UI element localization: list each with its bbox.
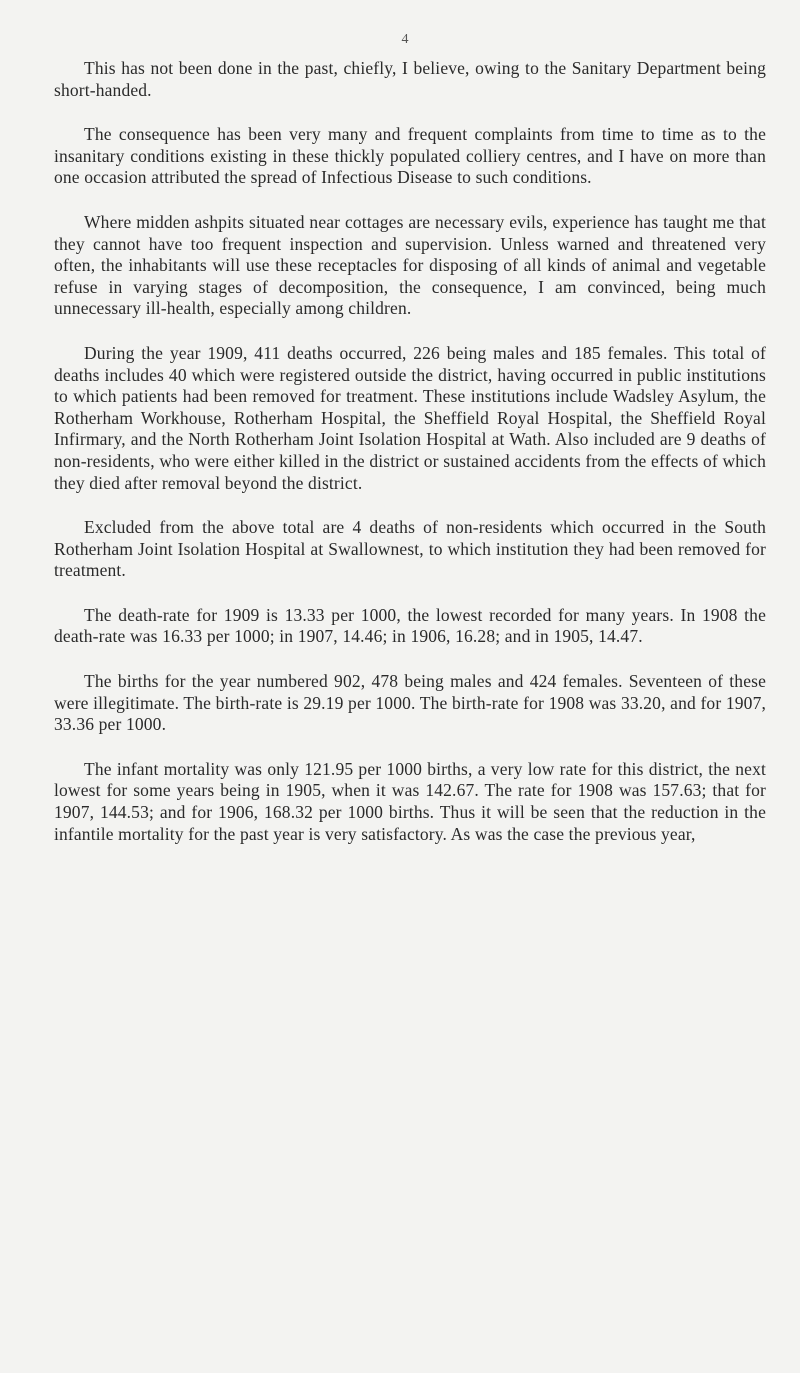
page-number: 4: [401, 32, 409, 47]
document-body: [54, 58, 766, 868]
paragraph-complaints: The consequence has been very many and frequent complaints from time to time as to the insanitary conditions existing in these thickly populated colliery centres, and I have on more than one occasion attributed the spread of Infectious Disease to such conditions.: [54, 124, 766, 188]
paragraph-births: The births for the year numbered 902, 478 being males and 424 females. Seventeen of these were illegitimate. The birth-rate is 29.19 per 1000. The birth-rate for 1908 was 33.20, and for 1907, 33.36 per 1000.: [54, 671, 766, 735]
paragraph-sanitary-department: This has not been done in the past, chiefly, I believe, owing to the Sanitary Department being short-handed.: [54, 58, 766, 100]
paragraph-deaths-1909: During the year 1909, 411 deaths occurred, 226 being males and 185 females. This total of deaths includes 40 which were registered outside the district, having occurred in public institutions to which patients had been removed for treatment. These institutions include Wadsley Asylum, the Rotherham Workhouse, Rotherham Hospital, the Sheffield Royal Hospital, the Sheffield Royal Infirmary, and the North Rotherham Joint Isolation Hospital at Wath. Also included are 9 deaths of non-residents, who were either killed in the district or sustained accidents from the effects of which they died after removal beyond the district.: [54, 342, 766, 493]
paragraph-midden-ashpits: Where midden ashpits situated near cottages are necessary evils, experience has taught me that they cannot have too frequent inspection and supervision. Unless warned and threatened very often, the inhabitants will use these receptacles for disposing of all kinds of animal and vegetable refuse in varying stages of decomposition, the consequence, I am convinced, being much unnecessary ill-health, especially among children.: [54, 211, 766, 319]
paragraph-excluded-deaths: Excluded from the above total are 4 deaths of non-residents which occurred in the South Rotherham Joint Isolation Hospital at Swallownest, to which institution they had been removed for treatment.: [54, 517, 766, 581]
paragraph-death-rate: The death-rate for 1909 is 13.33 per 1000, the lowest recorded for many years. In 1908 the death-rate was 16.33 per 1000; in 1907, 14.46; in 1906, 16.28; and in 1905, 14.47.: [54, 604, 766, 647]
paragraph-infant-mortality: The infant mortality was only 121.95 per 1000 births, a very low rate for this district, the next lowest for some years being in 1905, when it was 142.67. The rate for 1908 was 157.63; that for 1907, 144.53; and for 1906, 168.32 per 1000 births. Thus it will be seen that the reduction in the infantile mortality for the past year is very satisfactory. As was the case the previous year,: [54, 758, 766, 844]
